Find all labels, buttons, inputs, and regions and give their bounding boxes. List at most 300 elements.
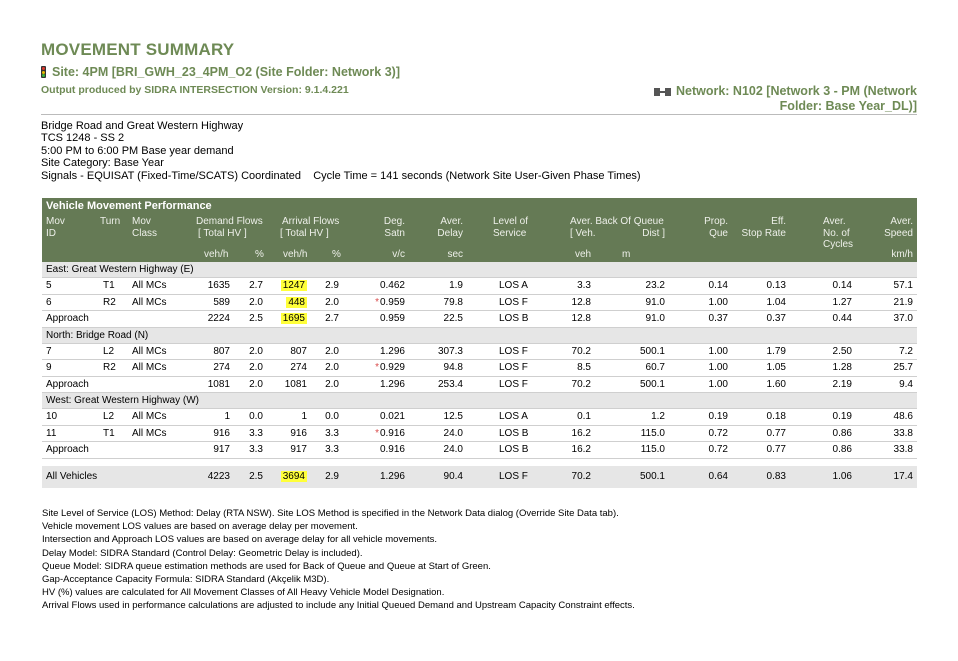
header-mov-class: Mov Class bbox=[132, 216, 158, 239]
header-prop-que: Prop. Que bbox=[704, 216, 728, 239]
cell-value: L2 bbox=[103, 345, 115, 357]
cell-value: All MCs bbox=[132, 362, 167, 373]
cell-value: LOS F bbox=[499, 362, 528, 373]
cell-satn bbox=[375, 426, 405, 442]
cell-value: 3.3 bbox=[249, 427, 263, 439]
cell-delay bbox=[444, 409, 463, 425]
cell-d-hv bbox=[249, 360, 263, 376]
cell-value: 1.296 bbox=[379, 345, 405, 357]
cell-a-total bbox=[281, 311, 307, 327]
cell-value: 1.60 bbox=[766, 378, 786, 390]
cell-los bbox=[499, 409, 528, 425]
info-line: TCS 1248 - SS 2 bbox=[41, 132, 125, 145]
cell-value: All MCs bbox=[132, 296, 167, 308]
cell-a-total bbox=[286, 295, 307, 311]
cell-value: 274 bbox=[213, 362, 230, 373]
cell-a-hv bbox=[325, 426, 339, 442]
table-row bbox=[42, 295, 917, 312]
cell-value: T1 bbox=[103, 427, 115, 439]
cell-value: 10 bbox=[46, 411, 58, 422]
cell-d-hv bbox=[249, 442, 263, 458]
cell-a-total bbox=[281, 466, 307, 488]
cell-dist bbox=[646, 360, 665, 376]
cell-cyc bbox=[833, 344, 852, 360]
cell-value: 12.8 bbox=[571, 313, 591, 324]
table-row bbox=[42, 360, 917, 377]
cell-value: All MCs bbox=[132, 411, 167, 422]
cell-value: 1 bbox=[301, 411, 307, 422]
cell-satn bbox=[380, 409, 405, 425]
cell-value: R2 bbox=[103, 362, 116, 373]
cell-value: 917 bbox=[213, 444, 230, 455]
produced-by: Output produced by SIDRA INTERSECTION Version: 9.1.4.221 bbox=[41, 84, 349, 96]
cell-value: 70.2 bbox=[571, 470, 591, 482]
network-label: Network: N102 [Network 3 - PM (Network Folder: Base Year_DL)] bbox=[627, 84, 917, 114]
cell-delay bbox=[444, 360, 463, 376]
cell-los bbox=[499, 466, 528, 488]
cell-value: 3.3 bbox=[325, 444, 339, 455]
cell-eff bbox=[767, 466, 786, 488]
cell-los bbox=[499, 344, 528, 360]
cell-los bbox=[499, 360, 528, 376]
all-vehicles-label: All Vehicles bbox=[46, 470, 98, 482]
cell-d-hv bbox=[249, 311, 263, 327]
cell-value: 3.3 bbox=[577, 280, 591, 291]
cell-d-total bbox=[213, 442, 230, 458]
cell-cls bbox=[132, 295, 166, 311]
header-los: Level of Service bbox=[493, 216, 529, 239]
cell-d-total bbox=[224, 409, 230, 425]
cell-value: 448 bbox=[288, 296, 305, 308]
note-line: Vehicle movement LOS values are based on average delay per movement. bbox=[42, 521, 358, 533]
cell-value: 1695 bbox=[282, 313, 305, 324]
cell-delay bbox=[444, 426, 463, 442]
cell-d-total bbox=[208, 377, 230, 393]
cell-value: 1.05 bbox=[766, 362, 786, 373]
cell-value: LOS A bbox=[499, 280, 528, 291]
cell-value: 17.4 bbox=[893, 470, 913, 482]
approach-section-header bbox=[42, 262, 917, 278]
cell-value: 1.2 bbox=[651, 411, 665, 422]
cell-value: 0.19 bbox=[832, 411, 852, 422]
cell-satn bbox=[375, 360, 405, 376]
cell-value: 0.14 bbox=[708, 280, 728, 291]
cell-cyc bbox=[833, 278, 852, 294]
note-line: Queue Model: SIDRA queue estimation methods are used for Back of Queue and Queue at Start of Green. bbox=[42, 560, 491, 572]
cell-value: 0.13 bbox=[766, 280, 786, 291]
unit-d_hv: % bbox=[255, 249, 264, 260]
cell-value: 2.7 bbox=[249, 280, 263, 291]
cell-value: 91.0 bbox=[645, 313, 665, 324]
cell-value: T1 bbox=[103, 280, 115, 291]
cell-value: 24.0 bbox=[443, 444, 463, 455]
cell-value: 115.0 bbox=[640, 444, 665, 455]
header-boq-dist: Dist ] bbox=[642, 227, 665, 239]
cell-value: 1635 bbox=[207, 280, 230, 291]
cell-a-total bbox=[290, 426, 307, 442]
cell-eff bbox=[767, 278, 786, 294]
cell-value: LOS B bbox=[499, 444, 529, 455]
all-vehicles-row bbox=[42, 466, 917, 488]
cell-eff bbox=[767, 409, 786, 425]
unit-speed: km/h bbox=[891, 249, 913, 260]
cell-value: 1.00 bbox=[708, 378, 728, 390]
cell-delay bbox=[444, 295, 463, 311]
header-turn: Turn bbox=[100, 216, 121, 227]
cell-a-total bbox=[285, 377, 307, 393]
approach-name: North: Bridge Road (N) bbox=[46, 329, 149, 341]
cell-value: 79.8 bbox=[443, 296, 463, 308]
cell-delay bbox=[444, 311, 463, 327]
cell-veh bbox=[572, 377, 591, 393]
site-label: Site: 4PM [BRI_GWH_23_4PM_O2 (Site Folder: Network 3)] bbox=[52, 65, 400, 79]
cell-delay bbox=[449, 278, 463, 294]
cell-dist bbox=[646, 295, 665, 311]
cell-satn bbox=[380, 278, 405, 294]
critical-movement-marker: * bbox=[375, 427, 379, 439]
cell-value: 2.19 bbox=[832, 378, 852, 390]
cell-value: All MCs bbox=[132, 427, 167, 439]
cell-value: R2 bbox=[103, 296, 116, 308]
cell-value: 916 bbox=[290, 427, 307, 439]
cell-value: 0.64 bbox=[708, 470, 728, 482]
cell-value: 0.72 bbox=[708, 427, 728, 439]
cell-prop bbox=[709, 466, 728, 488]
cell-value: 916 bbox=[213, 427, 230, 439]
cell-prop bbox=[709, 377, 728, 393]
cell-value: LOS F bbox=[499, 296, 528, 308]
cell-value: 6 bbox=[46, 296, 52, 308]
cell-prop bbox=[709, 360, 728, 376]
cell-value: 2.9 bbox=[325, 470, 339, 482]
cell-value: 7.2 bbox=[899, 345, 913, 357]
cell-value: 2.0 bbox=[249, 345, 263, 357]
note-line: HV (%) values are calculated for All Movement Classes of All Heavy Vehicle Model Designation. bbox=[42, 587, 445, 599]
cell-turn bbox=[103, 426, 115, 442]
cell-value: 21.9 bbox=[893, 296, 913, 308]
cell-value: 16.2 bbox=[571, 427, 591, 439]
unit-a_hv: % bbox=[332, 249, 341, 260]
cell-value: 1.296 bbox=[379, 378, 405, 390]
cell-value: 0.72 bbox=[708, 444, 728, 455]
network-icon bbox=[654, 88, 671, 96]
table-row bbox=[42, 426, 917, 443]
cell-value: LOS F bbox=[499, 378, 528, 390]
unit-dist: m bbox=[622, 249, 631, 260]
cell-value: 60.7 bbox=[645, 362, 665, 373]
cell-cyc bbox=[833, 311, 852, 327]
cell-turn bbox=[103, 360, 116, 376]
cell-value: 1081 bbox=[207, 378, 230, 390]
cell-cyc bbox=[833, 442, 852, 458]
report-title: MOVEMENT SUMMARY bbox=[41, 40, 235, 59]
header-speed: Aver. Speed bbox=[884, 216, 913, 239]
cell-value: 0.959 bbox=[379, 296, 405, 308]
approach-name: West: Great Western Highway (W) bbox=[46, 395, 199, 406]
cell-d-total bbox=[208, 466, 230, 488]
cell-satn bbox=[380, 442, 405, 458]
cell-value: 1.28 bbox=[832, 362, 852, 373]
approach-row bbox=[42, 377, 917, 394]
table-row bbox=[42, 278, 917, 295]
cell-cls bbox=[132, 426, 166, 442]
cell-value: 70.2 bbox=[571, 345, 591, 357]
cell-value: 0.83 bbox=[766, 470, 786, 482]
divider bbox=[41, 114, 917, 115]
cell-delay bbox=[444, 442, 463, 458]
cell-value: 0.37 bbox=[708, 313, 728, 324]
cell-id bbox=[46, 278, 52, 294]
cell-dist bbox=[646, 278, 665, 294]
cell-value: 2.7 bbox=[325, 313, 339, 324]
cell-turn bbox=[103, 278, 115, 294]
cell-value: 307.3 bbox=[437, 345, 463, 357]
cell-d-hv bbox=[249, 409, 263, 425]
cell-value: 0.77 bbox=[766, 427, 786, 439]
cell-value: 0.18 bbox=[766, 411, 786, 422]
site-info bbox=[41, 120, 641, 182]
unit-veh: veh bbox=[575, 249, 592, 260]
cell-value: 0.021 bbox=[379, 411, 405, 422]
cell-value: 500.1 bbox=[639, 470, 665, 482]
cell-id bbox=[46, 344, 52, 360]
cell-value: LOS A bbox=[499, 411, 528, 422]
cell-a-total bbox=[290, 442, 307, 458]
cell-a-hv bbox=[325, 295, 339, 311]
cell-value: 2.0 bbox=[249, 296, 263, 308]
cell-value: All MCs bbox=[132, 280, 167, 291]
cell-value: 3.3 bbox=[325, 427, 339, 439]
cell-value: 8.5 bbox=[577, 362, 591, 373]
cell-value: LOS F bbox=[499, 470, 528, 482]
approach-section-header bbox=[42, 328, 917, 344]
cell-value: 2.5 bbox=[249, 470, 263, 482]
header-back-of-queue: Aver. Back Of Queue bbox=[570, 216, 664, 227]
cell-value: 1.00 bbox=[708, 362, 728, 373]
cell-los bbox=[499, 295, 528, 311]
cell-prop bbox=[709, 344, 728, 360]
info-line: Signals - EQUISAT (Fixed-Time/SCATS) Coordinated Cycle Time = 141 seconds (Network Site User-Given Phase Times) bbox=[41, 169, 641, 182]
cell-value: 37.0 bbox=[893, 313, 913, 324]
approach-label: Approach bbox=[46, 444, 89, 455]
cell-d-total bbox=[213, 426, 230, 442]
note-line: Intersection and Approach LOS values are based on average delay for all vehicle movements. bbox=[42, 534, 438, 546]
cell-cyc bbox=[833, 409, 852, 425]
cell-value: 0.14 bbox=[832, 280, 852, 291]
cell-value: All MCs bbox=[132, 345, 167, 357]
cell-eff bbox=[767, 426, 786, 442]
approach-row bbox=[42, 311, 917, 328]
cell-value: L2 bbox=[103, 411, 115, 422]
cell-value: 0.37 bbox=[766, 313, 786, 324]
cell-value: 2.0 bbox=[325, 362, 339, 373]
cell-cyc bbox=[833, 466, 852, 488]
approach-name: East: Great Western Highway (E) bbox=[46, 264, 194, 275]
cell-value: 917 bbox=[290, 444, 307, 455]
critical-movement-marker: * bbox=[375, 362, 379, 373]
cell-cyc bbox=[833, 426, 852, 442]
cell-satn bbox=[380, 466, 405, 488]
cell-value: 1.9 bbox=[449, 280, 463, 291]
cell-value: 1.79 bbox=[766, 345, 786, 357]
cell-veh bbox=[572, 295, 591, 311]
cell-veh bbox=[572, 426, 591, 442]
cell-value: 500.1 bbox=[639, 345, 665, 357]
cell-value: 12.8 bbox=[571, 296, 591, 308]
cell-speed bbox=[894, 426, 913, 442]
cell-value: 90.4 bbox=[443, 470, 463, 482]
cell-eff bbox=[767, 295, 786, 311]
cell-eff bbox=[767, 311, 786, 327]
cell-value: LOS B bbox=[499, 313, 529, 324]
cell-value: 1.296 bbox=[379, 470, 405, 482]
cell-value: 115.0 bbox=[640, 427, 665, 439]
cell-value: 70.2 bbox=[571, 378, 591, 390]
cell-prop bbox=[709, 278, 728, 294]
cell-value: 1.04 bbox=[766, 296, 786, 308]
cell-prop bbox=[709, 295, 728, 311]
cell-eff bbox=[767, 360, 786, 376]
cell-a-hv bbox=[325, 377, 339, 393]
cell-a-total bbox=[301, 409, 307, 425]
cell-value: 0.916 bbox=[379, 444, 405, 455]
unit-satn: v/c bbox=[392, 249, 405, 260]
approach-label: Approach bbox=[46, 313, 89, 324]
cell-value: 5 bbox=[46, 280, 52, 291]
cell-cyc bbox=[833, 377, 852, 393]
header-arrival-sub: [ Total HV ] bbox=[280, 227, 329, 239]
cell-cls bbox=[132, 278, 166, 294]
cell-a-hv bbox=[325, 466, 339, 488]
cell-dist bbox=[641, 426, 665, 442]
header-no-cycles: Aver. No. of Cycles bbox=[823, 216, 854, 250]
cell-d-hv bbox=[249, 295, 263, 311]
cell-dist bbox=[640, 344, 665, 360]
cell-a-hv bbox=[325, 278, 339, 294]
cell-value: 3.3 bbox=[249, 444, 263, 455]
movement-table bbox=[42, 198, 917, 488]
cell-value: 0.929 bbox=[379, 362, 405, 373]
cell-id bbox=[46, 409, 57, 425]
header-demand-sub: [ Total HV ] bbox=[198, 227, 247, 239]
cell-value: 23.2 bbox=[645, 280, 665, 291]
cell-a-hv bbox=[325, 360, 339, 376]
cell-d-total bbox=[213, 295, 230, 311]
header-mov-id: Mov ID bbox=[46, 216, 65, 239]
cell-satn bbox=[375, 295, 405, 311]
header-demand-flows: Demand Flows bbox=[196, 216, 263, 227]
cell-id bbox=[46, 426, 56, 442]
cell-value: 1 bbox=[224, 411, 230, 422]
cell-value: 11 bbox=[46, 427, 57, 439]
cell-speed bbox=[894, 311, 913, 327]
cell-speed bbox=[894, 360, 913, 376]
cell-los bbox=[499, 426, 528, 442]
spacer bbox=[42, 459, 917, 466]
cell-los bbox=[499, 278, 528, 294]
cell-d-hv bbox=[249, 466, 263, 488]
cell-id bbox=[46, 295, 52, 311]
cell-value: 24.0 bbox=[443, 427, 463, 439]
table-row bbox=[42, 409, 917, 426]
cell-delay bbox=[438, 344, 463, 360]
header-eff-stop: Eff. Stop Rate bbox=[741, 216, 786, 239]
cell-cls bbox=[132, 344, 166, 360]
cell-value: 500.1 bbox=[639, 378, 665, 390]
cell-value: 807 bbox=[290, 345, 307, 357]
cell-turn bbox=[103, 295, 116, 311]
cell-a-hv bbox=[325, 311, 339, 327]
header-deg-satn: Deg. Satn bbox=[383, 216, 405, 239]
cell-value: 2.0 bbox=[249, 378, 263, 390]
unit-d_total: veh/h bbox=[204, 249, 229, 260]
cell-a-total bbox=[290, 360, 307, 376]
cell-prop bbox=[709, 426, 728, 442]
cell-speed bbox=[894, 278, 913, 294]
cell-eff bbox=[767, 344, 786, 360]
cell-satn bbox=[380, 311, 405, 327]
cell-value: 0.19 bbox=[708, 411, 728, 422]
cell-value: 2.0 bbox=[249, 362, 263, 373]
cell-value: 2.0 bbox=[325, 296, 339, 308]
cell-value: 91.0 bbox=[645, 296, 665, 308]
notes bbox=[42, 507, 635, 613]
table-title: Vehicle Movement Performance bbox=[42, 198, 917, 215]
cell-value: 807 bbox=[213, 345, 230, 357]
traffic-signal-icon bbox=[41, 66, 46, 78]
cell-value: 2.0 bbox=[325, 378, 339, 390]
cell-cyc bbox=[833, 295, 852, 311]
cell-value: 589 bbox=[213, 296, 230, 308]
cell-turn bbox=[103, 409, 114, 425]
cell-value: 2.5 bbox=[249, 313, 263, 324]
header-arrival-flows: Arrival Flows bbox=[282, 216, 340, 227]
cell-value: 2.50 bbox=[832, 345, 852, 357]
cell-veh bbox=[577, 360, 591, 376]
cell-d-total bbox=[208, 311, 230, 327]
cell-eff bbox=[767, 442, 786, 458]
info-line: 5:00 PM to 6:00 PM Base year demand bbox=[41, 144, 234, 157]
cell-value: 0.86 bbox=[832, 427, 852, 439]
cell-satn bbox=[380, 377, 405, 393]
cell-a-hv bbox=[325, 409, 339, 425]
cell-value: 22.5 bbox=[443, 313, 463, 324]
cell-los bbox=[499, 377, 528, 393]
cell-value: 1.00 bbox=[708, 345, 728, 357]
cell-a-total bbox=[290, 344, 307, 360]
cell-d-total bbox=[208, 278, 230, 294]
note-line: Arrival Flows used in performance calculations are adjusted to include any Initial Queued Demand and Upstream Capacity Constraint effects. bbox=[42, 600, 635, 612]
cell-dist bbox=[651, 409, 665, 425]
cell-value: LOS B bbox=[499, 427, 529, 439]
cell-cls bbox=[132, 360, 166, 376]
note-line: Delay Model: SIDRA Standard (Control Delay: Geometric Delay is included). bbox=[42, 547, 363, 559]
unit-delay: sec bbox=[447, 249, 463, 260]
cell-d-hv bbox=[249, 377, 263, 393]
cell-value: 48.6 bbox=[893, 411, 913, 422]
cell-veh bbox=[572, 442, 591, 458]
cell-value: 12.5 bbox=[443, 411, 463, 422]
cell-speed bbox=[894, 409, 913, 425]
cell-dist bbox=[640, 466, 665, 488]
cell-d-hv bbox=[249, 426, 263, 442]
cell-eff bbox=[767, 377, 786, 393]
cell-value: 253.4 bbox=[437, 378, 463, 390]
approach-section-header bbox=[42, 393, 917, 409]
cell-dist bbox=[641, 442, 665, 458]
cell-dist bbox=[640, 377, 665, 393]
note-line: Site Level of Service (LOS) Method: Delay (RTA NSW). Site LOS Method is specified in the Network Data dialog (Override Site Data tab). bbox=[42, 508, 619, 519]
